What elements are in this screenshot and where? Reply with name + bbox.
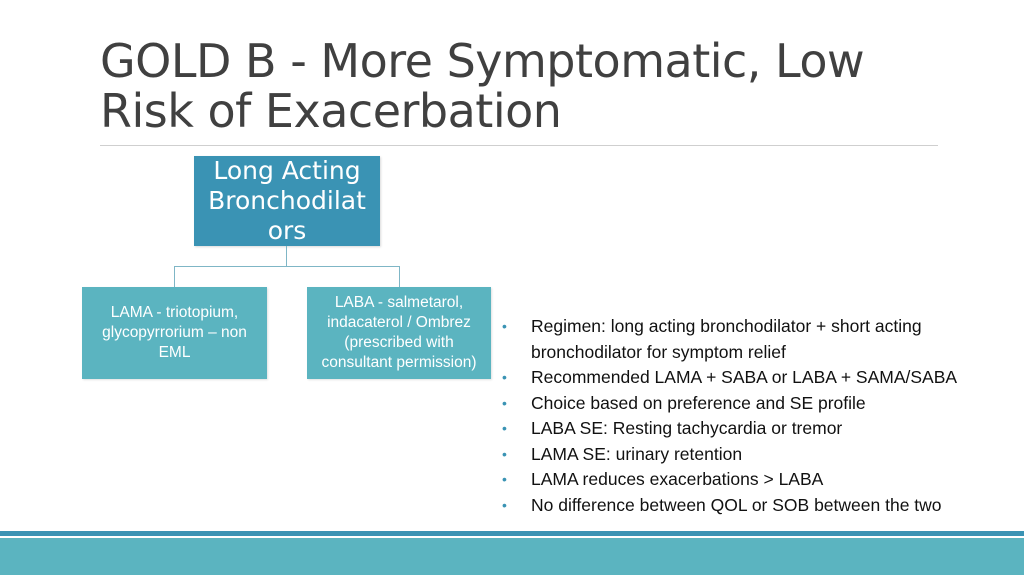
bullet-text: LAMA SE: urinary retention <box>531 443 743 464</box>
bullet-text: No difference between QOL or SOB between the two <box>531 494 942 515</box>
diagram-root-label: Long Acting Bronchodilat ors <box>208 156 366 245</box>
bullet-icon: • <box>502 369 507 385</box>
bullet-icon: • <box>502 420 507 436</box>
footer-accent-line <box>0 531 1024 536</box>
title-divider <box>100 145 938 146</box>
bullet-item <box>498 314 1018 365</box>
bullet-list <box>498 314 1018 518</box>
bullet-text: LABA SE: Resting tachycardia or tremor <box>531 418 843 438</box>
bullet-icon: • <box>502 471 507 487</box>
connector-vertical-left <box>174 266 175 287</box>
bullet-icon: • <box>502 445 507 462</box>
diagram-child-lama <box>82 287 267 379</box>
diagram-child-lama-label: LAMA - triotopium, glycopyrrorium – non EML <box>102 304 247 361</box>
bullet-text: Choice based on preference and SE profile <box>531 392 866 413</box>
bullet-item <box>498 365 1018 391</box>
bullet-item <box>498 416 1018 442</box>
bullet-text: Recommended LAMA + SABA or LABA + SAMA/SABA <box>531 367 958 387</box>
slide-title: GOLD B - More Symptomatic, Low Risk of Exacerbation <box>100 34 865 138</box>
footer-band <box>0 538 1024 575</box>
bullet-item <box>498 391 1018 417</box>
diagram-root-box <box>194 156 380 246</box>
diagram-child-laba <box>307 287 491 379</box>
diagram-child-laba-label: LABA - salmetarol, indacaterol / Ombrez (prescribed with consultant permission) <box>321 294 477 371</box>
connector-horizontal <box>174 266 400 267</box>
bullet-item <box>498 442 1018 468</box>
connector-vertical-root <box>286 246 287 266</box>
bullet-item <box>498 467 1018 493</box>
connector-vertical-right <box>399 266 400 287</box>
bullet-text: LAMA reduces exacerbations > LABA <box>531 469 824 489</box>
bullet-icon: • <box>502 318 507 334</box>
bullet-item <box>498 493 1018 519</box>
bullet-text: Regimen: long acting bronchodilator + short acting bronchodilator for symptom relief <box>531 316 922 362</box>
bullet-icon: • <box>502 394 507 411</box>
bullet-icon: • <box>502 496 507 513</box>
